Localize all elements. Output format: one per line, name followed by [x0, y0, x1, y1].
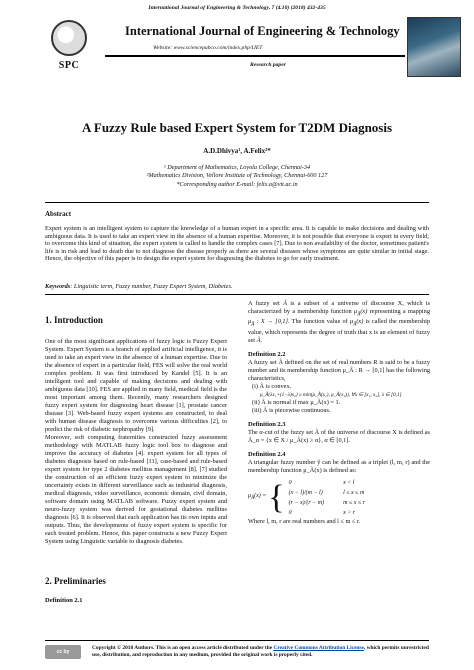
- article-type: Research paper: [250, 62, 286, 68]
- definition-2-4-heading: Definition 2.4: [248, 450, 286, 458]
- fuzzy-set-paragraph: A fuzzy set Ã is a subset of a universe of discourse X, which is characterized by a membership function $\mu_Ã(x)$ representing a mapping $\mu_Ã$ : X → [0,1]. The function value of $\mu_Ã(x)$ is called the membership value, which represents the degree of truth that x is an element of fuzzy set Ã.: [248, 300, 431, 344]
- piecewise-table: 0 x < l (x − l)/(m − l) l ≤ x ≤ m (r − x)/(r − m) m ≤ x ≤ r 0 x > r: [288, 479, 365, 516]
- definition-2-3-text: The α-cut of the fuzzy set Ã of the universe of discourse X is defined as Ã_α = {x ∈ X / μ_Ã(x) ≥ α}, α ∈ [0,1].: [248, 428, 430, 444]
- definition-2-2-text: A fuzzy set Ã defined on the set of real numbers R is said to be a fuzzy number and its membership function μ_Ã : R → [0,1] has the following characteristics,: [248, 358, 430, 382]
- definition-2-2-item-3: (iii) Ã is piecewise continuous.: [252, 406, 331, 414]
- membership-function: $\mu_Ã(x)$ = { 0 x < l (x − l)/(m − l) l ≤ x ≤ m (r − x)/(r − m) m ≤ x ≤ r 0 x > r: [248, 478, 365, 516]
- journal-website[interactable]: Website: www.sciencepubco.com/index.php/IJET: [153, 45, 263, 51]
- paper-title: A Fuzzy Rule based Expert System for T2DM Diagnosis: [81, 120, 393, 135]
- journal-title: International Journal of Engineering & Technology: [125, 24, 400, 38]
- publisher-logo-text: SPC: [58, 60, 80, 71]
- keywords: [45, 283, 429, 290]
- convexity-condition: μ_Ã(λx₁+(1−λ)x₂) ≥ min(μ_Ã(x₁), μ_Ã(x₂)), ∀x ∈ [x₁, x₂], λ ∈ [0,1]: [260, 391, 402, 398]
- affiliation-1: ¹ Department of Mathematics, Loyola College, Chennai-34: [163, 164, 311, 171]
- keywords-list: : Linguistic term, Fuzzy number, Fuzzy Expert System, Diabetes.: [70, 283, 233, 290]
- abstract-heading: Abstract: [45, 210, 72, 218]
- definition-2-3-heading: Definition 2.3: [248, 420, 286, 428]
- definition-2-1-heading: Definition 2.1: [45, 597, 83, 604]
- journal-masthead: [45, 17, 429, 83]
- intro-paragraph-1: One of the most significant applications of fuzzy logic is Fuzzy Expert System. Expert System is a branch of applied artificial intelligence, it is used to take an expert view in the absence of a human expertise. Due to the absence of expert in a particular field, FES will solve the real world complex problem. It was first introduced by Kandel [5]. It is an intelligent tool and capable of making decisions and dealing with ambiguous data [10]. FES are applied in many field, medical field is the most important among them. Recently, many researchers designed fuzzy expert system for diagnosing heart disease [1], prostate cancer disease [3]. Web-based fuzzy expert systems are constructed, to deal with human disease diagnosis to overcome various difficulties [2], to predict the risk of diabetic nephropathy [9].: [45, 338, 227, 433]
- right-column: [248, 300, 430, 526]
- abstract-top-rule: [45, 202, 429, 203]
- footer-rule: [45, 640, 429, 641]
- triangular-conditions: Where l, m, r are real numbers and l ≤ m ≤ r.: [248, 517, 361, 525]
- cc-license-icon[interactable]: cc by: [45, 645, 81, 659]
- intro-paragraph-2: Moreover, soft computing fraternities constructed fuzzy assessment methodology with MATLAB fuzzy logic tool box to diagnose and improve the accuracy of diabetes [4]. expert system for all types of diabetes diagnosis based on rule-based [11], case-based and rule-based expert system for type 2 diabetes mellitus management [8]. [7] studied the construction of an efficient fuzzy expert system to minimize the uncertainty exists in different surveillance such as industrial diagnosis, medical diagnosis, video surveillance, economic domain, civil domain, software domain using MATLAB software. Fuzzy expert system and neuro-fuzzy system was derived for gestational diabetes mellitus diagnosis [6]. It is observed that each application has its own inputs and outputs. Thus, the developments of fuzzy expert system is specific for each treated problem. Hence, this paper constructs a new Fuzzy Expert System using Linguistic variable to diagnosis diabetes.: [45, 434, 227, 545]
- journal-cover-image: [407, 17, 461, 77]
- definition-2-2-item-2: (ii) Ã is normal if max μ_Ã(x) = 1.: [252, 398, 341, 406]
- abstract-body: Expert system is an intelligent system to capture the knowledge of a human expert in a specific area. It is capable to make decisions and dealing with ambiguous data. It is used to take an expert view in the absence of a human expertise. Moreover, it is not possible that everyone is expert in every field; to overcome this kind of situation, the expert system is called to handle the complex cases [7]. Due to non availability of the doctor, sometimes patient's life is in risk and lead to death due to not diagnose the disease properly as there are several diseases whose symptoms are quite similar in initial stage. Hence, the objective of this paper is to design the expert system for diagnosing the diabetes to go for early treatment.: [45, 225, 429, 263]
- copyright-notice: Copyright © 2018 Authors. This is an open access article distributed under the Creative Commons Attribution License, which permits unrestricted use, distribution, and reproduction in any medium, provided the original work is properly cited.: [92, 645, 429, 658]
- affiliation-2: ²Mathematics Division, Vellore Institute of Technology, Chennai-600 127: [146, 172, 328, 180]
- corresponding-author: *Corresponding author E-mail: felix.a@vit.ac.in: [176, 180, 298, 188]
- paper-authors: A.D.Dhivya¹, A.Felix²*: [203, 147, 271, 155]
- globe-icon: [51, 20, 87, 56]
- left-column: [45, 338, 227, 546]
- masthead-divider: [105, 55, 405, 57]
- keywords-label: Keywords: [45, 283, 71, 290]
- section-2-heading: 2. Preliminaries: [45, 576, 106, 586]
- section-1-heading: 1. Introduction: [45, 315, 103, 325]
- definition-2-2-heading: Definition 2.2: [248, 350, 286, 358]
- affiliations: [0, 164, 474, 189]
- running-head: International Journal of Engineering & Technology, 7 (4.10) (2018) 432-435: [148, 5, 326, 11]
- definition-2-2-item-1: (i) Ã is convex.: [252, 382, 292, 390]
- publisher-logo: [50, 18, 88, 78]
- definition-2-4-text: A triangular fuzzy number ỹ can be defined as a triplet (l, m, r) and the membership function μ_Ã(x) is defined as:: [248, 458, 430, 474]
- abstract-bottom-rule: [45, 294, 429, 295]
- license-link[interactable]: Creative Commons Attribution License: [273, 645, 364, 651]
